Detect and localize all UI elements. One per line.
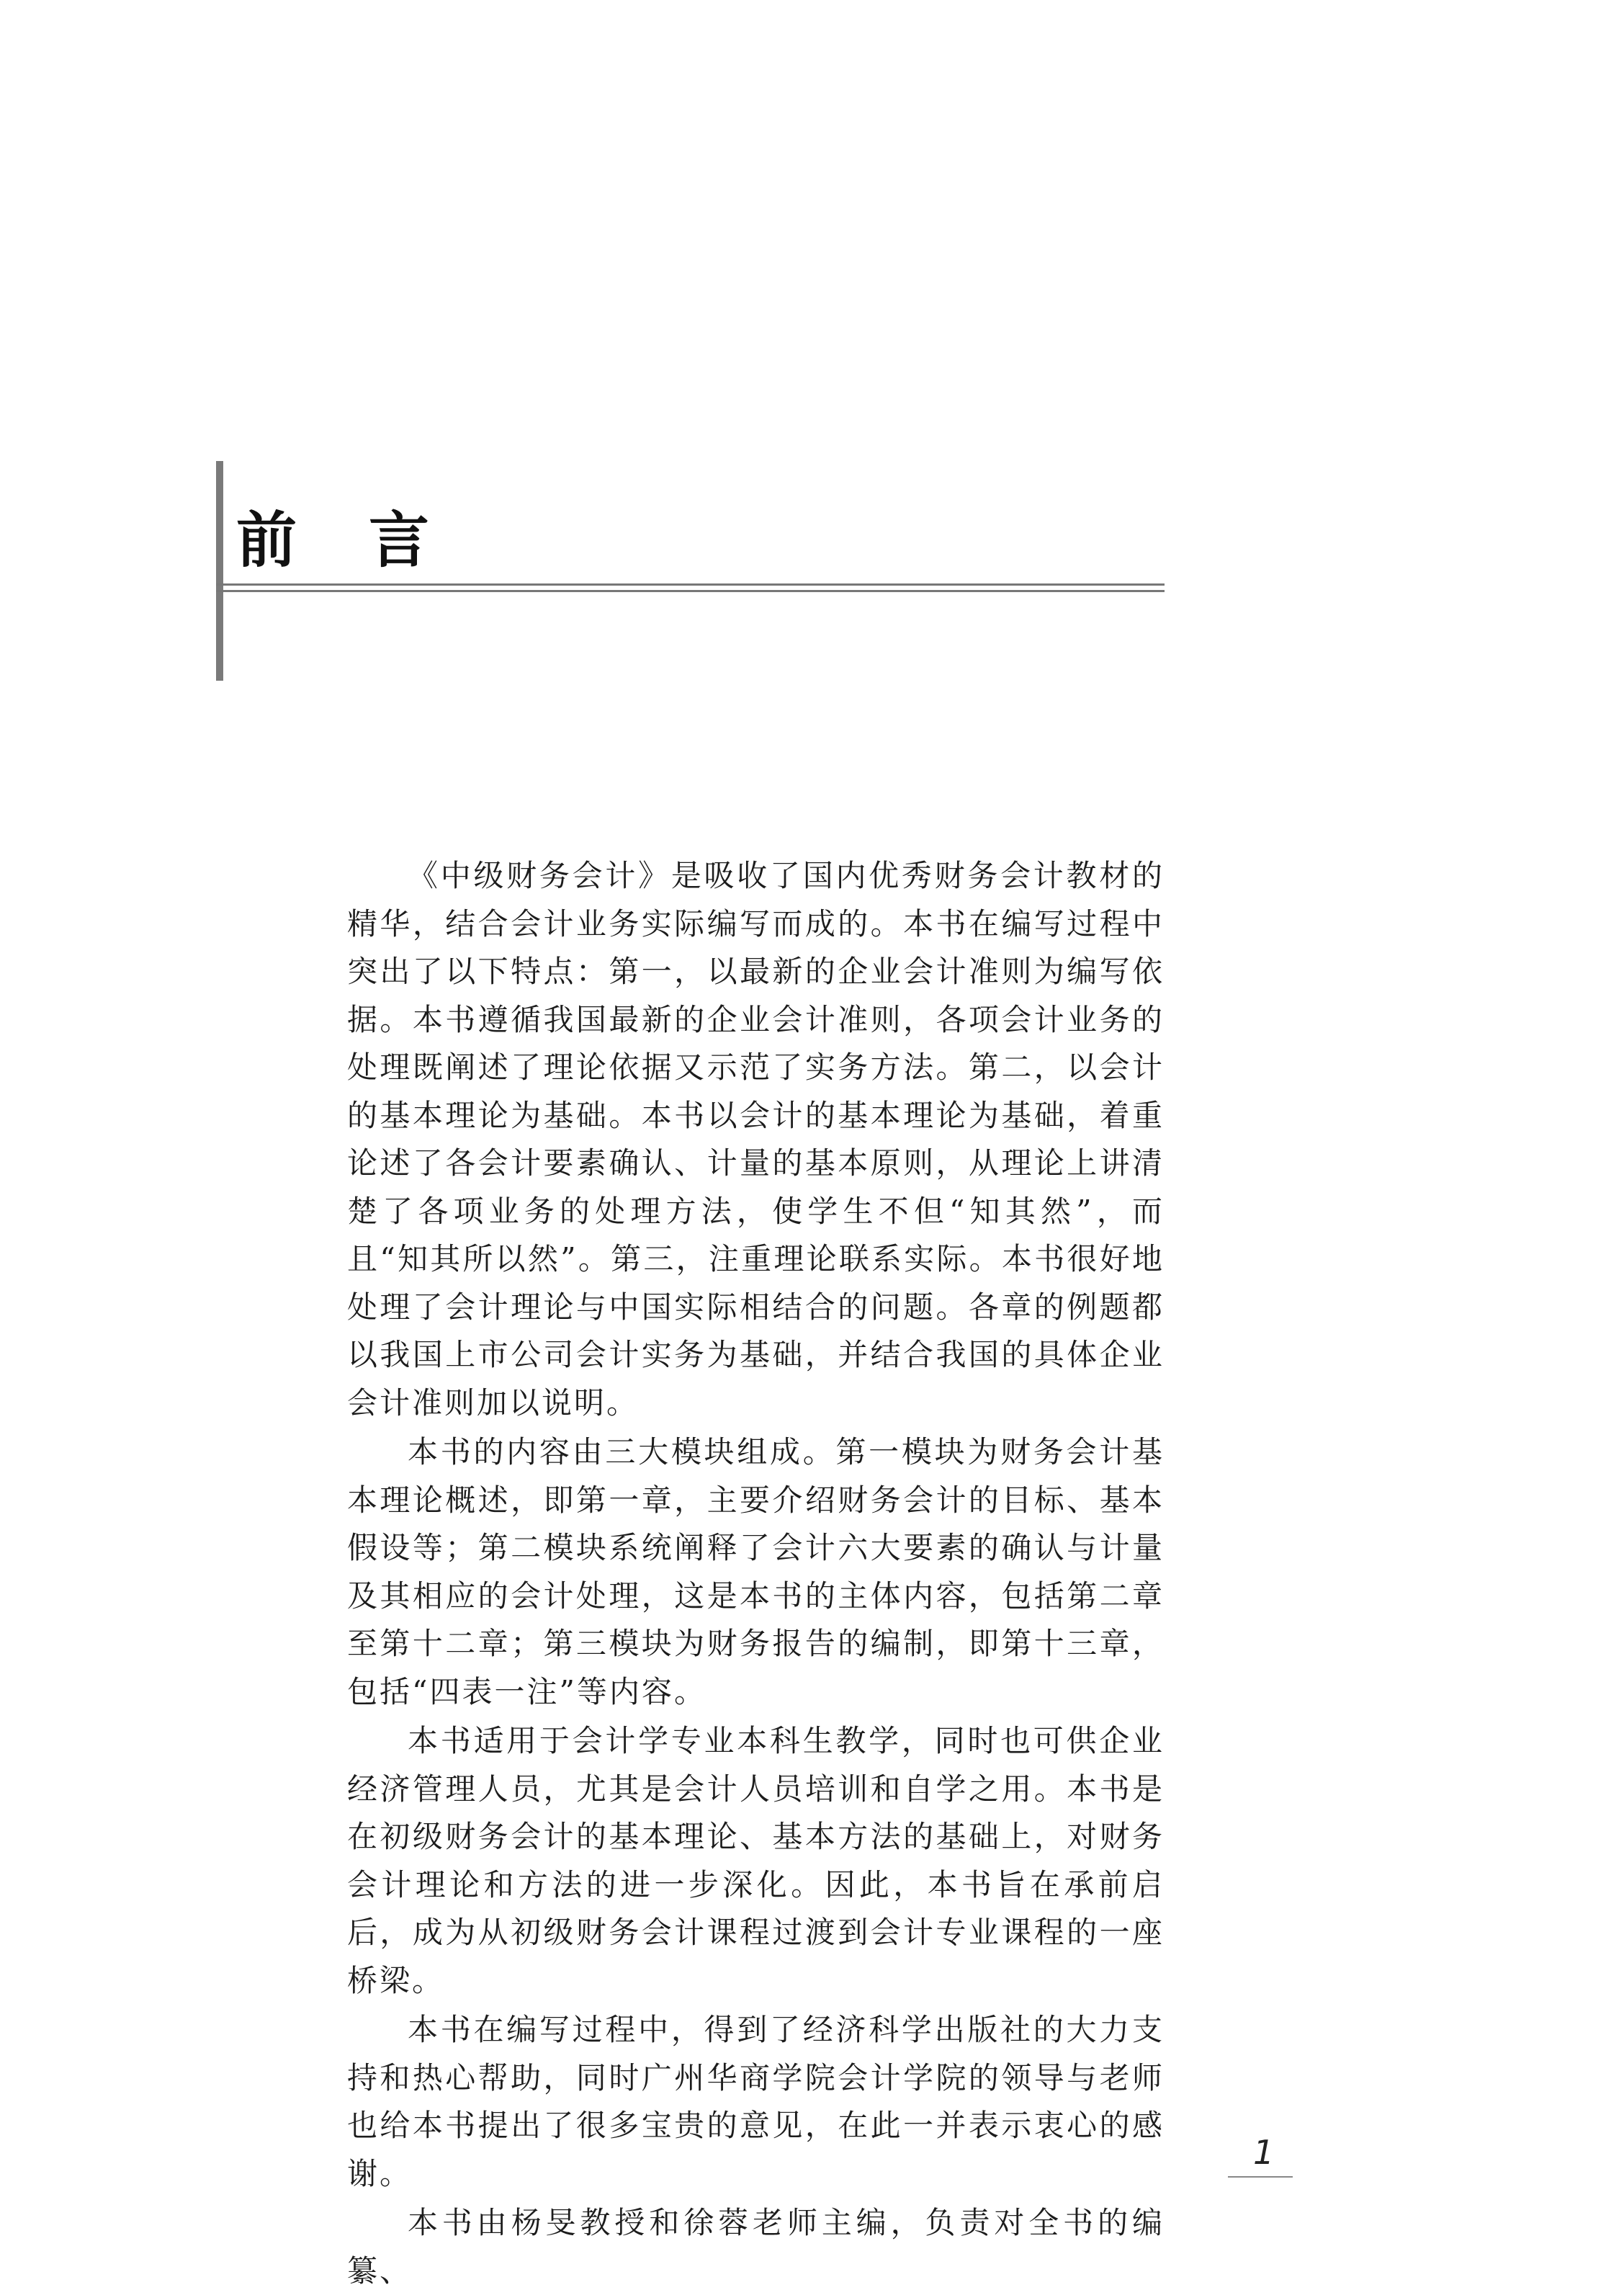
page-number: 1 xyxy=(1253,2133,1275,2172)
heading-rule-top xyxy=(216,583,1165,586)
heading-accent-bar xyxy=(216,461,223,681)
page-number-rule xyxy=(1228,2176,1293,2178)
preface-body xyxy=(347,852,1165,2295)
paragraph-audience: 本书适用于会计学专业本科生教学，同时也可供企业经济管理人员，尤其是会计人员培训和自学之用。本书是在初级财务会计的基本理论、基本方法的基础上，对财务会计理论和方法的进一步深化。因此，本书旨在承前启后，成为从初级财务会计课程过渡到会计专业课程的一座桥梁。 xyxy=(347,1723,1165,1998)
paragraph-features: 《中级财务会计》是吸收了国内优秀财务会计教材的精华，结合会计业务实际编写而成的。本书在编写过程中突出了以下特点：第一，以最新的企业会计准则为编写依据。本书遵循我国最新的企业会计准则，各项会计业务的处理既阐述了理论依据又示范了实务方法。第二，以会计的基本理论为基础。本书以会计的基本理论为基础，着重论述了各会计要素确认、计量的基本原则，从理论上讲清楚了各项业务的处理方法，使学生不但“知其然”，而且“知其所以然”。第三，注重理论联系实际。本书很好地处理了会计理论与中国实际相结合的问题。各章的例题都以我国上市公司会计实务为基础，并结合我国的具体企业会计准则加以说明。 xyxy=(347,858,1165,1421)
paragraph-acknowledgements: 本书在编写过程中，得到了经济科学出版社的大力支持和热心帮助，同时广州华商学院会计学院的领导与老师也给本书提出了很多宝贵的意见，在此一并表示衷心的感谢。 xyxy=(347,2012,1165,2191)
heading-rule-bottom xyxy=(216,590,1165,592)
paragraph-modules: 本书的内容由三大模块组成。第一模块为财务会计基本理论概述，即第一章，主要介绍财务会计的目标、基本假设等；第二模块系统阐释了会计六大要素的确认与计量及其相应的会计处理，这是本书的主体内容，包括第二章至第十二章；第三模块为财务报告的编制，即第十三章，包括“四表一注”等内容。 xyxy=(347,1434,1165,1709)
page-title: 前言 xyxy=(236,505,502,576)
paragraph-editors: 本书由杨旻教授和徐蓉老师主编，负责对全书的编纂、 xyxy=(347,2205,1165,2289)
